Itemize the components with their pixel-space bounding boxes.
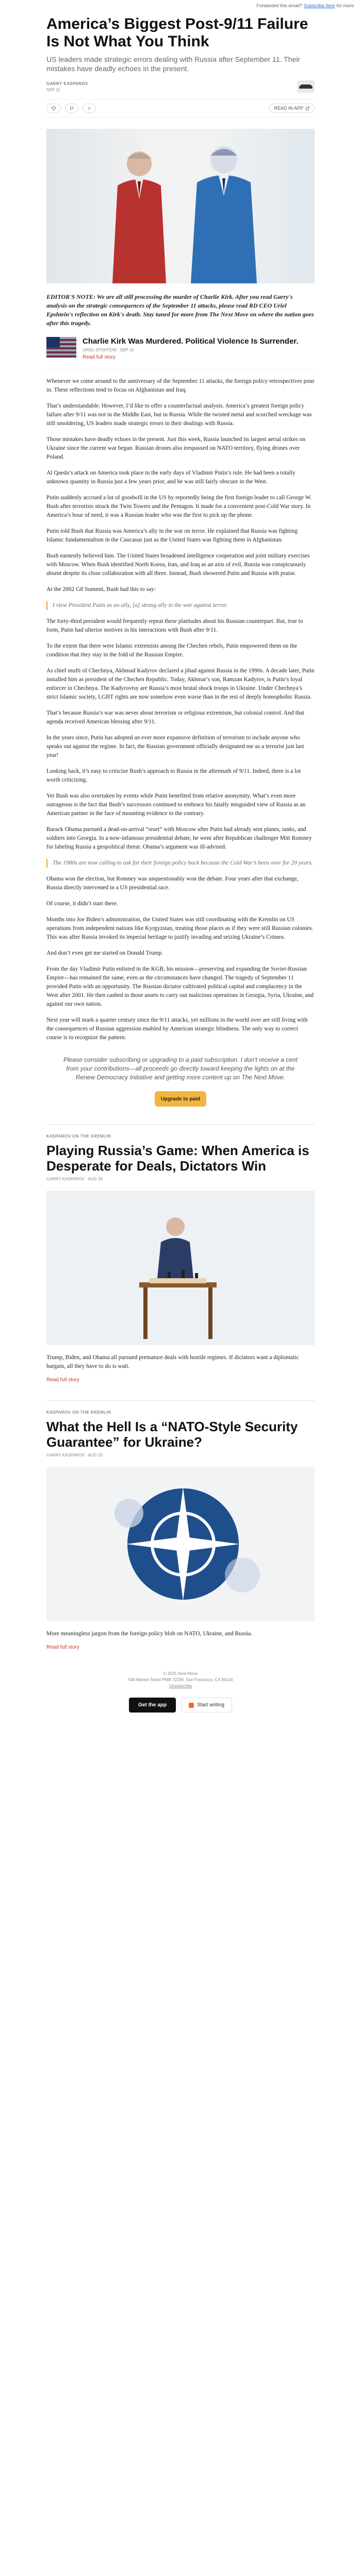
body-paragraph: Whenever we come around to the anniversary of the September 11 attacks, the foreign policy retrospectives pour in. These reflections tend to focus on Afghanistan and Iraq.	[46, 378, 315, 393]
pull-quote: I view President Putin as an ally, [a] strong ally in the war against terror.	[46, 601, 315, 610]
body-paragraph: Putin told Bush that Russia was America’s ally in the war on terror. He explained that Russia was fighting Islamic fundamentalism in the Caucasus just as the United States was fighting them in Afghanistan.	[46, 528, 298, 543]
related-post-excerpt: Trump, Biden, and Obama all pursued premature deals with hostile regimes. If dictators want a diplomatic bargain, all they have to do is wait.	[46, 1354, 299, 1369]
footer	[46, 1671, 315, 1728]
body-paragraph: Of course, it didn’t start there.	[46, 901, 118, 907]
body-paragraph: Looking back, it’s easy to criticize Bush’s approach to Russia in the aftermath of 9/11. Indeed, there is a lot worth criticizing.	[46, 768, 301, 783]
body-paragraph: Those mistakes have deadly echoes in the present. Just this week, Russia launched its largest aerial strikes on Ukraine since the current war began. Russian drones also trespassed on NATO territory, flying drones over Poland.	[46, 436, 306, 460]
nato-emblem-illustration	[46, 1467, 315, 1621]
action-bar	[46, 99, 315, 117]
chess-table-illustration	[46, 1191, 315, 1345]
external-link-icon	[305, 106, 310, 111]
upgrade-to-paid-button[interactable]: Upgrade to paid	[155, 1091, 206, 1107]
body-paragraph: The forty-third president would frequently repeat these platitudes about his Russian counterpart. But, true to form, Putin had ulterior motives in his interactions with Bush after 9/11.	[46, 618, 303, 633]
start-writing-label: Start writing	[197, 1702, 224, 1708]
hero-image[interactable]	[46, 129, 315, 283]
byline	[46, 80, 315, 93]
related-post-kicker[interactable]: KASPAROV ON THE KREMLIN	[46, 1134, 111, 1139]
related-post-title[interactable]: What the Hell Is a “NATO-Style Security Guarantee” for Ukraine?	[46, 1419, 298, 1450]
article-subtitle: US leaders made strategic errors dealing with Russia after September 11. Their mistakes have deadly echoes in the present.	[46, 55, 301, 73]
embedded-post-read-link[interactable]: Read full story	[83, 354, 116, 360]
comment-button[interactable]	[65, 104, 78, 113]
read-in-app-button[interactable]	[269, 104, 315, 113]
related-post-meta: GARRY KASPAROV · AUG 28	[46, 1177, 103, 1181]
embedded-post-meta: URIEL EPSHTEIN · SEP 10	[83, 348, 134, 352]
restack-icon	[87, 106, 91, 111]
body-paragraph: Putin suddenly accrued a lot of goodwill in the US by reportedly being the first foreign leader to call George W. Bush after terrorists struck the Twin Towers and the Pentagon. It made for a convenient post-Cold War story. In America’s hour of need, it was a Russian leader who was the first to pick up the phone.	[46, 495, 312, 518]
publication-logo[interactable]	[297, 80, 315, 93]
start-writing-button[interactable]	[181, 1698, 232, 1713]
author-name[interactable]: GARRY KASPAROV	[46, 81, 88, 86]
related-post-read-link[interactable]: Read full story	[46, 1377, 79, 1383]
body-paragraph: At the 2002 G8 Summit, Bush had this to say:	[46, 586, 156, 592]
unsubscribe-link[interactable]: Unsubscribe	[169, 1684, 192, 1688]
footer-copyright: © 2025 Next Move	[163, 1671, 198, 1676]
body-paragraph: Next year will mark a quarter century since the 9/11 attacks, yet millions in the world over are still living with the consequences of Russian aggression enabled by American strategic blindness. The only way to correct course is to recognize the pattern.	[46, 1017, 308, 1041]
substack-logo-icon	[189, 1703, 194, 1708]
related-post-card[interactable]	[46, 1134, 315, 1383]
related-post-title[interactable]: Playing Russia’s Game: When America is Desperate for Deals, Dictators Win	[46, 1143, 309, 1174]
forward-banner	[0, 0, 361, 11]
article-title[interactable]: America’s Biggest Post-9/11 Failure Is Not What You Think	[46, 15, 308, 50]
body-paragraph: Barack Obama pursued a dead-on-arrival “reset” with Moscow after Putin had already sent planes, tanks, and soldiers into Georgia. In a now-infamous presidential debate, he went after Republican challenger Mitt Romney for labeling Russia a geopolitical threat. Obama’s argument was ill-advised.	[46, 826, 312, 850]
putin-figure-illustration	[108, 144, 170, 283]
article-body	[46, 377, 315, 1042]
embedded-post-thumbnail	[46, 337, 76, 358]
related-post-excerpt: More meaningless jargon from the foreign policy blob on NATO, Ukraine, and Russia.	[46, 1631, 253, 1637]
read-in-app-label: READ IN APP	[274, 106, 303, 111]
body-paragraph: Obama won the election, but Romney was unquestionably won the debate. Four years after that exchange, Russia directly intervened in a US presidential race.	[46, 876, 299, 891]
section-divider	[46, 1124, 315, 1125]
comment-icon	[70, 106, 74, 111]
body-paragraph: To the extent that there were Islamic extremists among the Chechen rebels, Putin empowered them on the condition that they stay in the fold of the Russian Empire.	[46, 643, 298, 658]
related-post-read-link[interactable]: Read full story	[46, 1645, 79, 1650]
body-paragraph: That’s understandable. However, I’d like to offer a counterfactual analysis. America’s greatest foreign policy failure after 9/11 was not in the Middle East, but in Russia. While the twisted metal and scorched wreckage was still smoldering, US leaders made strategic errors in their dealings with Russia.	[46, 403, 312, 427]
related-post-meta: GARRY KASPAROV · AUG 20	[46, 1453, 103, 1458]
body-paragraph: From the day Vladimir Putin enlisted in the KGB, his mission—preserving and expanding the Soviet-Russian Empire—has remained the same, even as the circumstances have changed. The tragedy of September 11 provided Putin with an opportunity. The Russian dictator cultivated political capital and complacency in the West after 2001. He then cashed in those assets to carry out malicious operations in Georgia, Syria, Ukraine, and against our own nation.	[46, 966, 314, 1007]
forward-suffix: for more	[336, 3, 354, 8]
embedded-post-title[interactable]: Charlie Kirk Was Murdered. Political Violence Is Surrender.	[83, 337, 299, 346]
body-paragraph: Months into Joe Biden’s administration, the United States was still coordinating with the Kremlin on US operations from independent nations like Kyrgyzstan, treating those places as if they were still Russian colonies. This was after Russia invoked its imperial heritage to justify invading and seizing Ukraine’s Crimea.	[46, 917, 314, 940]
body-paragraph: Yet Bush was also overtaken by events while Putin benefited from relative anonymity. What’s even more outrageous is the fact that Bush’s successors continued to embrace his fatally misguided view of Russia as an American partner in the face of mounting evidence to the contrary.	[46, 793, 306, 817]
article-column	[46, 15, 315, 1728]
subscribe-cta-text: Please consider subscribing or upgrading to a paid subscription. I don't receive a cent from your contributions—all proceeds go directly toward keeping the lights on at the Renew Democracy Initiative and getting more content up on The Next Move.	[63, 1056, 298, 1081]
embedded-post[interactable]	[46, 337, 315, 370]
forward-text: Forwarded this email?	[256, 3, 302, 8]
get-the-app-button[interactable]: Get the app	[129, 1698, 176, 1713]
section-divider	[46, 1400, 315, 1401]
heart-icon	[51, 106, 56, 111]
footer-address: 548 Market Street PMB 72296, San Francisco, CA 94104	[128, 1677, 233, 1682]
body-paragraph: Bush earnestly believed him. The United States broadened intelligence cooperation and joint military exercises with Moscow. When Bush identified North Korea, Iran, and Iraq as an axis of evil, Russia was conspicuously absent despite its close collaboration with all three. Instead, Bush showered Putin and Russia with praise.	[46, 553, 310, 577]
body-paragraph: As chief mufti of Chechnya, Akhmad Kadyrov declared a jihad against Russia in the 1990s. A decade later, Putin installed him as president of the Chechen Republic. Today, Akhmat’s son, Ramzan Kadyrov, is Putin’s loyal enforcer in Chechnya. The Kadyrovtsy are Russia’s most brutal shock troops in Ukraine. Under Chechnya’s strict Islamic society, LGBT rights are now somehow even worse than in the rest of deeply homophobic Russia.	[46, 668, 315, 700]
post-date: SEP 11	[46, 87, 60, 92]
related-post-kicker[interactable]: KASPAROV ON THE KREMLIN	[46, 1410, 111, 1415]
pull-quote: The 1980s are now calling to ask for their foreign policy back because the Cold War’s been over for 20 years.	[46, 859, 315, 868]
restack-button[interactable]	[83, 104, 96, 113]
body-paragraph: In the years since, Putin has adopted an ever more expansive definition of terrorism to include anyone who speaks out against the regime. In fact, the Russian government officially designated me as a terrorist just last year!	[46, 735, 304, 758]
bush-figure-illustration	[186, 139, 258, 283]
body-paragraph: Al Qaeda’s attack on America took place in the early days of Vladimir Putin’s rule. He had been a totally unknown quantity in Russia just a few years prior, and he was still fairly obscure in the West.	[46, 470, 296, 485]
related-post-image-chess[interactable]	[46, 1191, 315, 1345]
body-paragraph: And don’t even get me started on Donald Trump.	[46, 950, 163, 956]
body-paragraph: That’s because Russia’s war was never about terrorism or religious extremism, but colonial control. And that agenda received American blessing after 9/11.	[46, 710, 304, 725]
editor-note: EDITOR'S NOTE: We are all still processing the murder of Charlie Kirk. After you read Garry's analysis on the strategic consequences of the September 11 attacks, please read RD CEO Uriel Epshtein's reflection on Kirk's death. Stay tuned for more from The Next Move on where the nation goes after this tragedy.	[46, 293, 314, 327]
related-post-image-nato[interactable]	[46, 1467, 315, 1621]
like-button[interactable]	[46, 104, 61, 113]
related-post-card[interactable]	[46, 1410, 315, 1650]
subscribe-link[interactable]: Subscribe here	[303, 3, 335, 8]
